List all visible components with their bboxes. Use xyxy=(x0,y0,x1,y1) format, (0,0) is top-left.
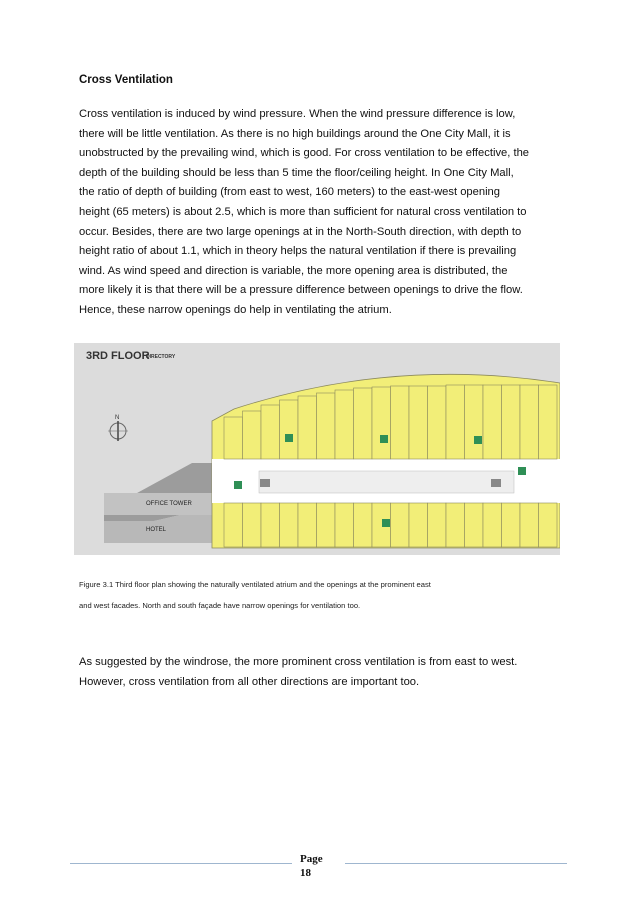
paragraph-line: the ratio of depth of building (from east to west, 160 meters) to the east-west opening xyxy=(79,186,501,199)
shop-unit xyxy=(465,503,484,547)
paragraph-line: depth of the building should be less than 5 time the floor/ceiling height. In One City Mall, xyxy=(79,166,514,179)
shop-unit xyxy=(446,503,465,547)
lower-shop-row xyxy=(224,503,557,547)
stairs-icon xyxy=(380,435,388,443)
floor-subtitle: DIRECTORY xyxy=(146,354,176,360)
floor-plan-svg xyxy=(74,343,560,555)
shop-unit xyxy=(465,385,484,459)
lift-icon xyxy=(285,434,293,442)
shop-unit xyxy=(409,503,428,547)
shop-unit xyxy=(243,411,262,459)
shop-unit xyxy=(428,503,447,547)
paragraph-line: height ratio of about 1.1, which in theory helps the natural ventilation if there is prevailing xyxy=(79,245,517,258)
shop-unit xyxy=(354,503,373,547)
floor-plan-figure xyxy=(74,343,560,555)
shop-unit xyxy=(520,503,539,547)
shop-unit xyxy=(520,385,539,459)
shop-unit xyxy=(502,503,521,547)
shop-unit xyxy=(224,417,243,459)
footer-rule-left xyxy=(70,863,292,864)
shop-unit xyxy=(298,396,317,459)
figure-caption xyxy=(79,574,431,616)
toilet-icon xyxy=(474,436,482,444)
shop-unit xyxy=(428,386,447,459)
shop-unit xyxy=(409,386,428,459)
caption-line: and west facades. North and south façade have narrow openings for ventilation too. xyxy=(79,601,361,610)
shop-unit xyxy=(539,503,558,547)
paragraph-line: Hence, these narrow openings do help in ventilating the atrium. xyxy=(79,303,392,316)
shop-unit xyxy=(280,400,299,459)
page-word: Page xyxy=(300,853,323,865)
caption-line: Figure 3.1 Third floor plan showing the naturally ventilated atrium and the openings at the prominent east xyxy=(79,580,431,589)
paragraph-line: there will be little ventilation. As there is no high buildings around the One City Mall, it is xyxy=(79,127,511,140)
atrium-void xyxy=(259,471,514,493)
footer-rule-right xyxy=(345,863,567,864)
toilet-icon xyxy=(518,467,526,475)
body-paragraph-2 xyxy=(79,653,517,692)
shop-unit xyxy=(502,385,521,459)
section-heading: Cross Ventilation xyxy=(79,74,173,86)
shop-unit xyxy=(446,385,465,459)
office-tower-label: OFFICE TOWER xyxy=(146,501,192,507)
floor-title: 3RD FLOOR xyxy=(86,350,150,362)
page-number: 18 xyxy=(300,867,311,879)
paragraph-line: unobstructed by the prevailing wind, which is good. For cross ventilation to be effective, the xyxy=(79,147,530,160)
shop-unit xyxy=(539,385,558,459)
hotel-label: HOTEL xyxy=(146,527,167,533)
paragraph-line: Cross ventilation is induced by wind pressure. When the wind pressure difference is low, xyxy=(79,108,516,120)
body-paragraph-1 xyxy=(79,105,564,321)
shop-unit xyxy=(280,503,299,547)
shop-unit xyxy=(335,503,354,547)
paragraph-line: As suggested by the windrose, the more prominent cross ventilation is from east to west. xyxy=(79,656,518,668)
page-number-block xyxy=(300,852,323,880)
stairs-icon xyxy=(234,481,242,489)
shop-unit xyxy=(317,503,336,547)
exit-icon xyxy=(382,519,390,527)
shop-unit xyxy=(483,503,502,547)
paragraph-line: height (65 meters) is about 2.5, which is more than sufficient for natural cross ventilation to xyxy=(79,205,527,218)
shop-unit xyxy=(483,385,502,459)
shop-unit xyxy=(298,503,317,547)
paragraph-line: occur. Besides, there are two large openings at in the North-South direction, with depth to xyxy=(79,225,522,238)
escalator-icon xyxy=(260,479,270,487)
paragraph-line: However, cross ventilation from all other directions are important too. xyxy=(79,675,420,688)
shop-unit xyxy=(317,393,336,459)
escalator-icon xyxy=(491,479,501,487)
shop-unit xyxy=(372,387,391,459)
shop-unit xyxy=(224,503,243,547)
shop-unit xyxy=(261,503,280,547)
shop-unit xyxy=(391,386,410,459)
paragraph-line: wind. As wind speed and direction is variable, the more opening area is distributed, the xyxy=(79,264,508,277)
paragraph-line: more likely it is that there will be a pressure difference between openings to drive the flow. xyxy=(79,284,523,297)
shop-unit xyxy=(243,503,262,547)
shop-unit xyxy=(354,388,373,459)
shop-unit xyxy=(391,503,410,547)
compass-label: N xyxy=(115,415,120,421)
shop-unit xyxy=(261,405,280,459)
shop-unit xyxy=(335,390,354,459)
